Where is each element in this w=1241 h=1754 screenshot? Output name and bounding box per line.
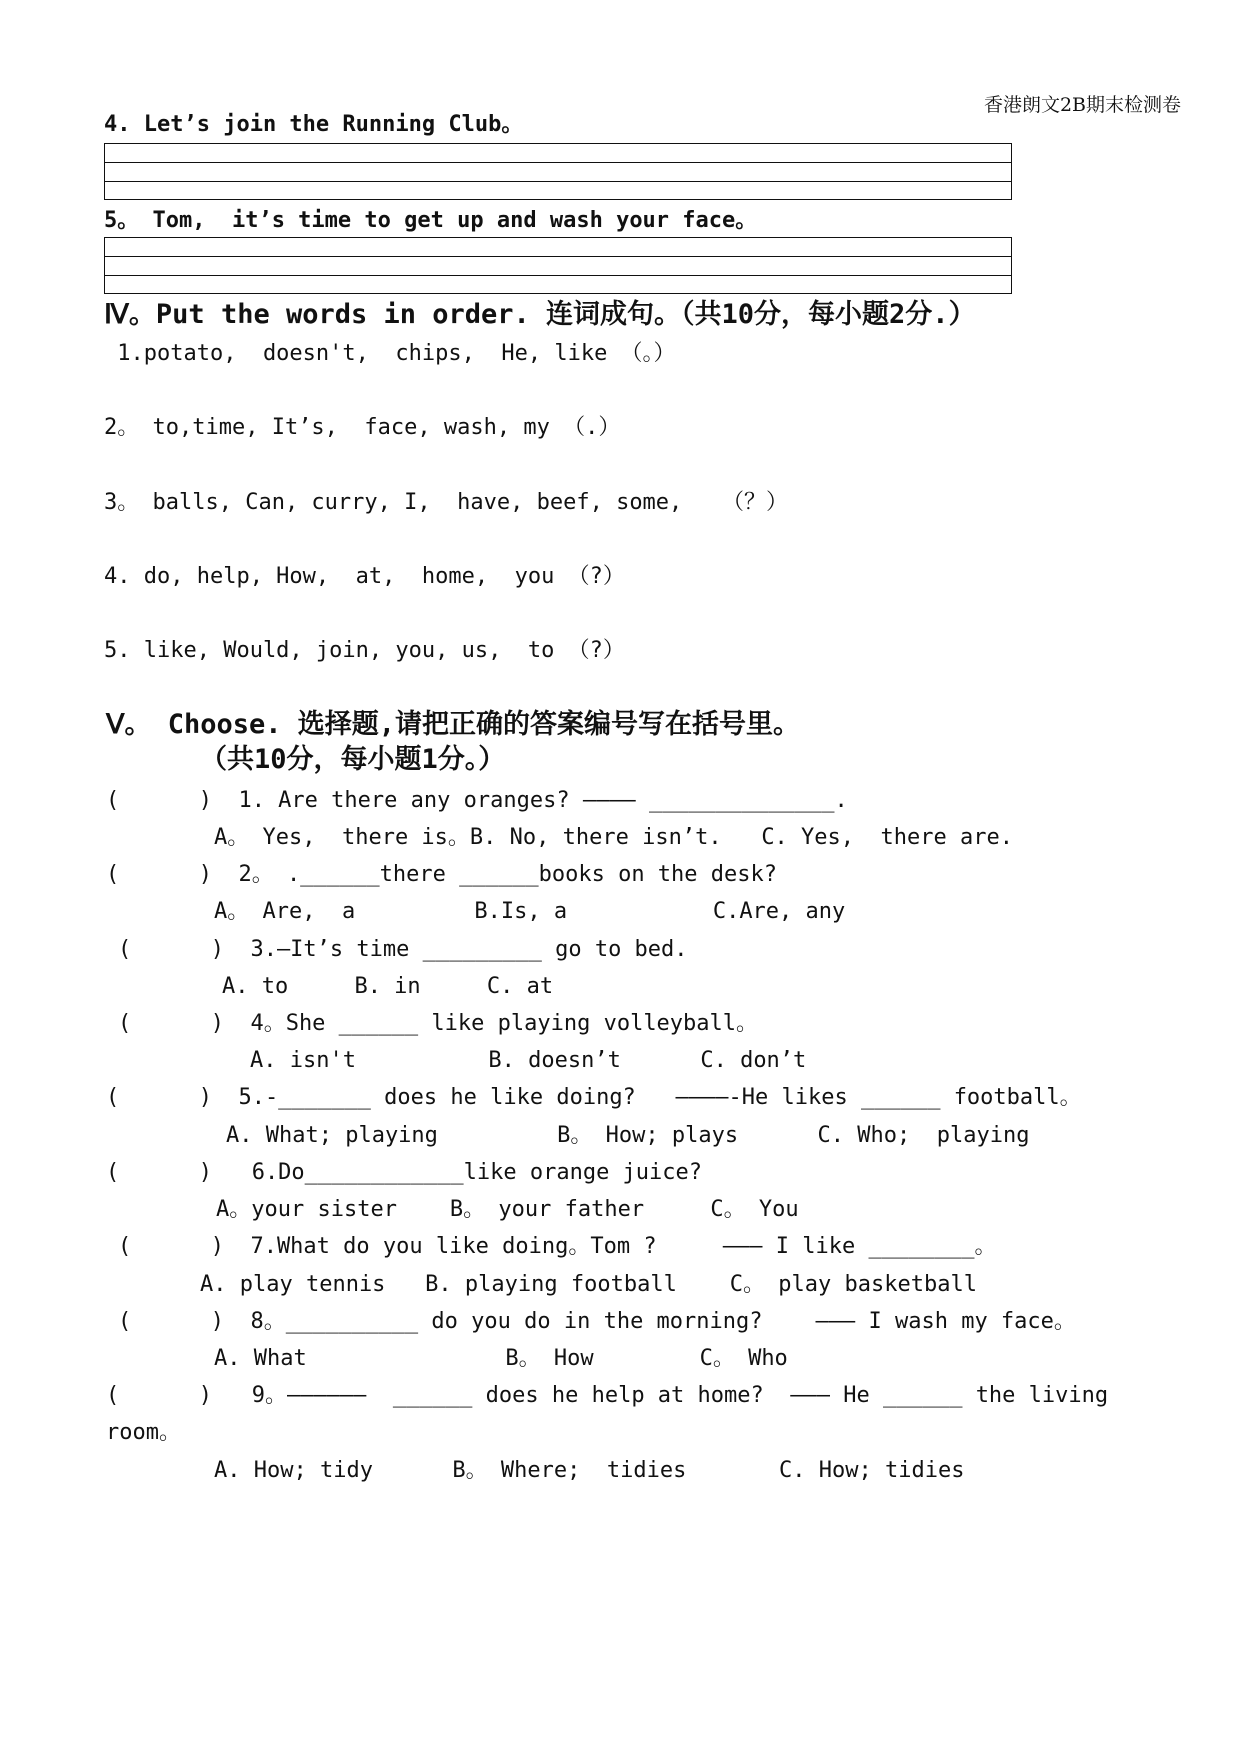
question-6: ( ) 6.Do____________like orange juice? — [106, 1160, 703, 1185]
question-4: ( ) 4。She ______ like playing volleyball。 — [118, 1011, 759, 1036]
order-item-4: 4. do, help, How, at, home, you （?） — [104, 564, 625, 589]
question-3-options: A. to B. in C. at — [222, 974, 554, 999]
rewrite-item-4: 4. Let’s join the Running Club。 — [104, 112, 524, 137]
question-1: ( ) 1. Are there any oranges? ———— ______________. — [106, 788, 848, 813]
page-header: 香港朗文2B期末检测卷 — [983, 94, 1181, 116]
writing-lines-4[interactable] — [104, 143, 1012, 200]
question-5: ( ) 5.-_______ does he like doing? ————-He likes ______ football。 — [106, 1085, 1082, 1110]
question-9-continued: room。 — [106, 1420, 181, 1445]
section-4-title: Ⅳ。Put the words in order. 连词成句。（共10分，每小题2分.） — [104, 299, 976, 330]
question-5-options: A. What; playing B。 How; plays C. Who; playing — [226, 1123, 1030, 1148]
order-item-5: 5. like, Would, join, you, us, to （?） — [104, 638, 625, 663]
order-item-1: 1.potato, doesn't, chips, He, like （。） — [104, 341, 676, 366]
writing-lines-5[interactable] — [104, 237, 1012, 294]
rewrite-item-5: 5。 Tom, it’s time to get up and wash your face。 — [104, 208, 758, 233]
question-8: ( ) 8。__________ do you do in the morning? ——— I wash my face。 — [118, 1309, 1076, 1334]
question-7-options: A. play tennis B. playing football C。 play basketball — [200, 1272, 977, 1297]
question-6-options: A。your sister B。 your father C。 You — [216, 1197, 799, 1222]
question-1-options: A。 Yes, there is。B. No, there isn’t. C. Yes, there are. — [214, 825, 1013, 850]
question-4-options: A. isn't B. doesn’t C. don’t — [250, 1048, 807, 1073]
section-5-title: Ⅴ。 Choose. 选择题,请把正确的答案编号写在括号里。 — [106, 709, 801, 740]
question-2: ( ) 2。 .______there ______books on the desk? — [106, 862, 778, 887]
question-9-options: A. How; tidy B。 Where; tidies C. How; tidies — [214, 1458, 965, 1483]
order-item-2: 2。 to,time, It’s, face, wash, my （.） — [104, 415, 621, 440]
question-3: ( ) 3.–It’s time _________ go to bed. — [118, 937, 688, 962]
question-2-options: A。 Are, a B.Is, a C.Are, any — [214, 899, 846, 924]
order-item-3: 3。 balls, Can, curry, I, have, beef, some, （？） — [104, 490, 789, 515]
question-9: ( ) 9。—————— ______ does he help at home? ——— He ______ the living — [106, 1383, 1109, 1408]
section-5-subtitle: （共10分，每小题1分。） — [200, 744, 506, 775]
question-8-options: A. What B。 How C。 Who — [214, 1346, 788, 1371]
question-7: ( ) 7.What do you like doing。Tom ? ——— I like ________。 — [118, 1234, 997, 1259]
